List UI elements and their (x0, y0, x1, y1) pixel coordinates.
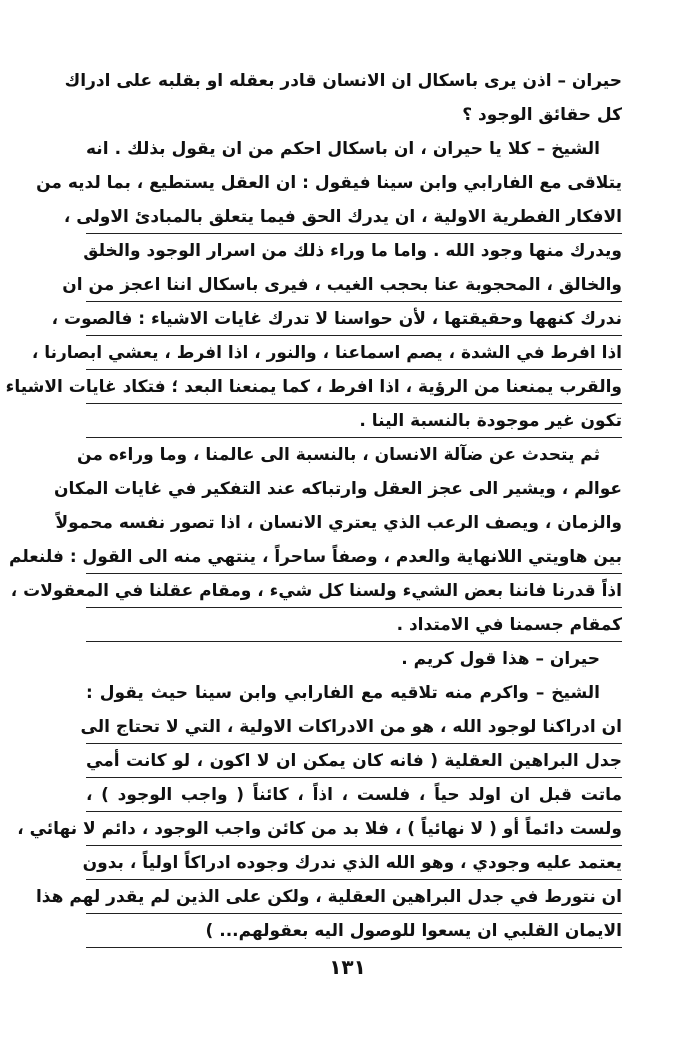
text-line: حيران – هذا قول كريم . (401, 649, 600, 669)
text-line: الشيخ – واكرم منه تلاقيه مع الفارابي وابن سينا حيث يقول : (86, 683, 600, 703)
text-line: عوالم ، ويشير الى عجز العقل وارتباكه عند التفكير في غايات المكان (53, 479, 622, 499)
text-line: والقرب يمنعنا من الرؤية ، اذا افرط ، كما يمنعنا البعد ؛ فتكاد غايات الاشياء (86, 370, 622, 404)
page-number: ١٣١ (329, 955, 366, 979)
text-line: كمقام جسمنا في الامتداد . (86, 608, 622, 642)
text-line: تكون غير موجودة بالنسبة الينا . (86, 404, 622, 438)
text-line: حيران – اذن يرى باسكال ان الانسان قادر بعقله او بقلبه على ادراك (64, 71, 622, 91)
text-line: ان ادراكنا لوجود الله ، هو من الادراكات الاولية ، التي لا تحتاج الى (86, 710, 622, 744)
text-line: الافكار الفطرية الاولية ، ان يدرك الحق فيما يتعلق بالمبادئ الاولى ، (86, 200, 622, 234)
text-line: ماتت قبل ان اولد حياً ، فلست ، اذاً ، كائناً ( واجب الوجود ) ، (86, 778, 622, 812)
text-line: يتلاقى مع الفارابي وابن سينا فيقول : ان العقل يستطيع ، بما لديه من (36, 173, 622, 193)
page-text (5, 64, 622, 948)
text-line: يعتمد عليه وجودي ، وهو الله الذي ندرك وجوده ادراكاً اولياً ، بدون (86, 846, 622, 880)
text-line: ندرك كنهها وحقيقتها ، لأن حواسنا لا تدرك غايات الاشياء : فالصوت ، (86, 302, 622, 336)
text-line: الشيخ – كلا يا حيران ، ان باسكال احكم من ان يقول بذلك . انه (86, 139, 600, 159)
text-line: ويدرك منها وجود الله . واما ما وراء ذلك من اسرار الوجود والخلق (83, 241, 622, 261)
text-line: بين هاويتي اللانهاية والعدم ، وصفاً ساحراً ، ينتهي منه الى القول : فلنعلم (86, 540, 622, 574)
text-line: اذا افرط في الشدة ، يصم اسماعنا ، والنور ، اذا افرط ، يعشي ابصارنا ، (86, 336, 622, 370)
text-line: ان نتورط في جدل البراهين العقلية ، ولكن على الذين لم يقدر لهم هذا (86, 880, 622, 914)
text-line: ثم يتحدث عن ضآلة الانسان ، بالنسبة الى عالمنا ، وما وراءه من (77, 445, 600, 465)
text-line: اذاً قدرنا فاننا بعض الشيء ولسنا كل شيء ، ومقام عقلنا في المعقولات ، (86, 574, 622, 608)
text-line: ولست دائماً أو ( لا نهائياً ) ، فلا بد من كائن واجب الوجود ، دائم لا نهائي ، (86, 812, 622, 846)
text-line: والزمان ، ويصف الرعب الذي يعتري الانسان ، اذا تصور نفسه محمولاً (55, 513, 622, 533)
text-line: الايمان القلبي ان يسعوا للوصول اليه بعقولهم... ) (86, 914, 622, 948)
text-line: والخالق ، المحجوبة عنا بحجب الغيب ، فيرى باسكال اننا اعجز من ان (86, 268, 622, 302)
text-line: كل حقائق الوجود ؟ (462, 105, 622, 125)
text-line: جدل البراهين العقلية ( فانه كان يمكن ان لا اكون ، لو كانت أمي (86, 744, 622, 778)
